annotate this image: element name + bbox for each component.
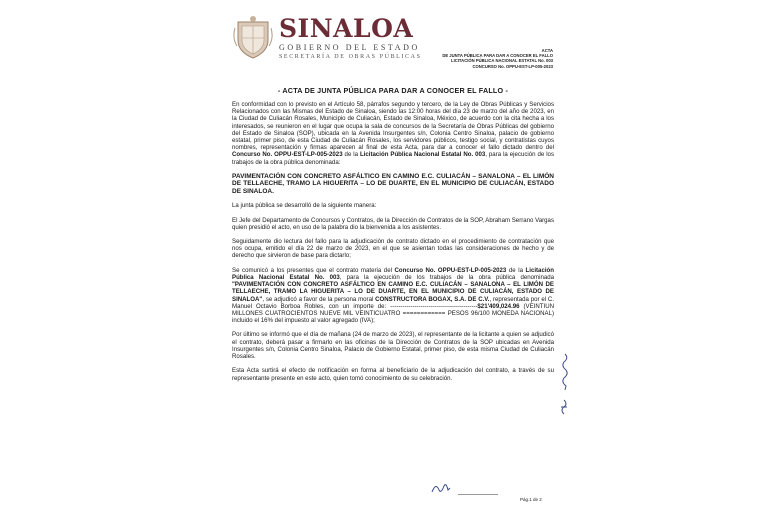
signing-paragraph: Por último se informó que el día de mañana (24 de marzo de 2023), el representante de la licitante a quien se adjudicó el contrato, deberá pasar a firmarlo en las oficinas de la Dirección de Contratos de la SOP ubicadas en Avenida Insurgentes s/n, Colonia Centro Sinaloa, Palacio de Gobierno Estatal, primer piso, de esta misma Ciudad de Culiacán Rosales. — [232, 331, 554, 361]
text-run: de la — [342, 151, 360, 159]
session-paragraph: La junta pública se desarrolló de la siguiente manera: — [232, 202, 377, 210]
government-label: GOBIERNO DEL ESTADO — [279, 43, 420, 52]
text-run: , representada por el C. Manuel Octavio Borboa Robles, con un importe de: ------------------------------------------- — [232, 295, 554, 310]
contest-number: Concurso No. OPPU-EST-LP-005-2023 — [394, 266, 507, 274]
tender-number: Licitación Pública Nacional Estatal No. 003 — [232, 266, 554, 281]
text-run: (VEINTIUN MILLONES CUATROCIENTOS NUEVE MIL VEINTICUATRO ============ PESOS 96/100 MONEDA NACIONAL) incluido el 16% del impuesto al valor agregado (IVA); — [232, 302, 554, 325]
text-run: , para la ejecución de los trabajos de la obra pública denominada: — [232, 151, 554, 166]
document-title: - ACTA DE JUNTA PÚBLICA PARA DAR A CONOCER EL FALLO - — [277, 86, 509, 95]
contract-amount: $21'409,024.96 — [477, 302, 520, 310]
text-run: Se comunicó a los presentes que el contrato materia del — [232, 266, 395, 274]
ruling-paragraph: Seguidamente dio lectura del fallo para la adjudicación de contrato dictado en el procedimiento de contratación que nos ocupa, emitido el día 22 de marzo de 2023, en el que se asientan todas las consideraciones de hecho y de derecho que sirvieron de base para dictarlo; — [232, 238, 554, 260]
document-body — [232, 101, 554, 389]
brand-name: SINALOA — [279, 14, 414, 43]
awarded-company: CONSTRUCTORA BOGAX, S.A. DE C.V. — [375, 295, 490, 303]
text-run: , para la ejecución de los trabajos de la obra pública denominada — [339, 273, 554, 281]
work-name: PAVIMENTACIÓN CON CONCRETO ASFÁLTICO EN CAMINO E.C. CULIACÁN – SANALONA – EL LIMÓN DE TELLAECHE, TRAMO LA HIGUERITA – LO DE DUARTE, EN EL MUNICIPIO DE CULIACÁN, ESTADO DE SINALOA. — [232, 172, 554, 195]
work-name-quoted: "PAVIMENTACIÓN CON CONCRETO ASFÁLTICO EN CAMINO E.C. CULIACÁN – SANALONA – EL LIMÓN DE TELLAECHE, TRAMO LA HIGUERITA – LO DE DUARTE, EN EL MUNICIPIO DE CULIACÁN, ESTADO DE SINALOA" — [232, 281, 554, 303]
text-run: de la — [506, 266, 526, 274]
reference-block — [442, 48, 553, 69]
welcome-paragraph: El Jefe del Departamento de Concursos y Contratos, de la Dirección de Contratos de la SOP, Abraham Serrano Vargas quien presidió el acto, en uso de la palabra dio la bienvenida a los asistentes. — [232, 216, 554, 231]
ref-line: LICITACIÓN PÚBLICA NACIONAL ESTATAL No. 003 — [451, 58, 553, 64]
intro-paragraph — [232, 101, 554, 166]
tender-number: Licitación Pública Nacional Estatal No. 003 — [360, 151, 486, 159]
ref-line: DE JUNTA PÚBLICA PARA DAR A CONOCER EL FALLO — [442, 53, 553, 59]
notification-paragraph: Esta Acta surtirá el efecto de notificación en forma al beneficiario de la adjudicación del contrato, a través de su representante presente en este acto, quien tomó conocimiento de su celebración. — [232, 367, 554, 382]
secretariat-label: SECRETARÍA DE OBRAS PÚBLICAS — [279, 54, 422, 60]
state-seal-icon — [232, 14, 274, 60]
ref-line: CONCURSO No. OPPU-EST-LP-005-2023 — [472, 63, 553, 69]
ref-line: ACTA — [541, 48, 553, 53]
page-number: Pág.1 de 2 — [520, 497, 542, 502]
signature-icon — [430, 480, 452, 496]
text-run: , se adjudicó a favor de la persona moral — [262, 295, 376, 303]
text-run: En conformidad con lo previsto en el Artículo 58, párrafos segundo y tercero, de la Ley de Obras Públicas y Servicios Relacionados con las Mismas del Estado de Sinaloa, siendo las 12:00 horas del día 23 de marzo del año de 2023, en la Ciudad de Culiacán Rosales, Municipio de Culiacán, Estado de Sinaloa, México, de acuerdo con la cita hecha a los interesados, se reunieron en el lugar que ocupa la sala de concursos de la Secretaría de Obras Públicas del gobierno del Estado de Sinaloa (SOP), ubicada en la Avenida Insurgentes s/n, Colonia Centro Sinaloa, palacio de gobierno estatal, primer piso, de esta Ciudad de Culiacán Rosales, los servidores públicos, testigo social, y contratistas cuyos nombres, representación y firmas aparecen al final de esta Acta, para dar a conocer el fallo dictado dentro del — [232, 101, 554, 152]
contest-number: Concurso No. OPPU-EST-LP-005-2023 — [232, 151, 343, 159]
signature-line — [458, 494, 498, 495]
award-paragraph — [232, 267, 554, 325]
brand-block — [279, 15, 422, 61]
margin-initials-icon — [560, 352, 570, 392]
margin-mark-icon — [558, 398, 570, 416]
